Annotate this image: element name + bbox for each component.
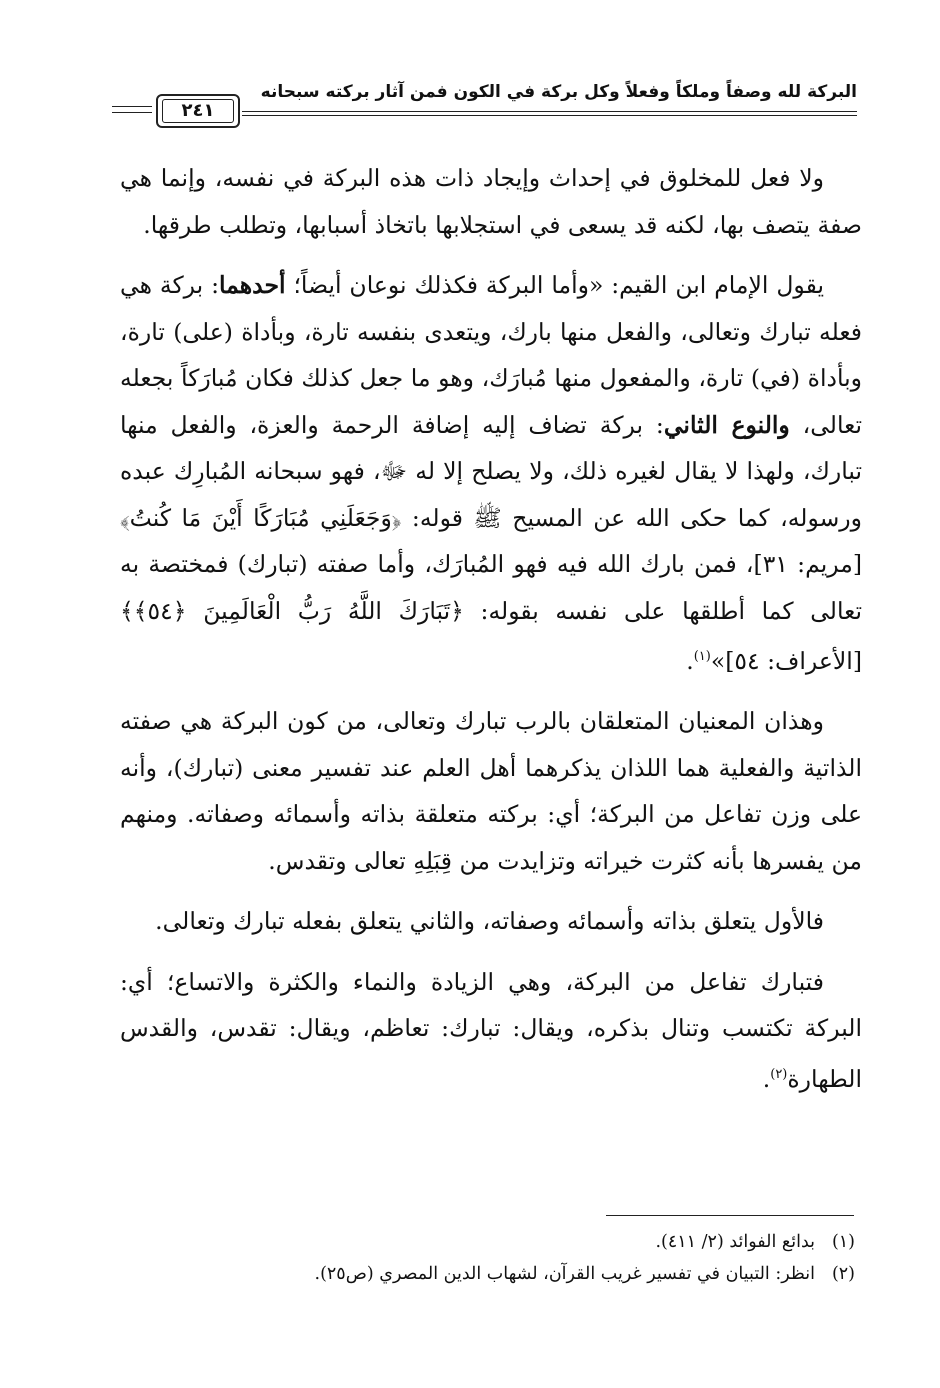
footnote-number: (٢) — [831, 1264, 855, 1284]
paragraph — [120, 898, 862, 945]
footnote — [120, 1226, 855, 1258]
page-number: ٢٤١ — [181, 100, 215, 121]
paragraph — [120, 155, 862, 248]
header-rule-left-top — [112, 106, 152, 107]
footnote-ref: (٢) — [770, 1066, 788, 1082]
main-text — [120, 155, 862, 1116]
paragraph — [120, 262, 862, 684]
text-segment: أحدهما — [219, 271, 286, 299]
text-segment: وهذان المعنيان المتعلقان بالرب تبارك وتعالى، من كون البركة هي صفته الذاتية والفعلية هما اللذان يذكرهما أهل العلم عند تفسير معنى (تبارك)، وأنه على وزن تفاعل من البركة؛ أي: بركته متعلقة بذاته وأسمائه وصفاته. ومنهم من يفسرها بأنه كثرت خيراته وتزايدت من قِبَلِهِ تعالى وتقدس. — [120, 707, 862, 875]
footnote-ref: (١) — [693, 649, 711, 664]
text-segment: . — [762, 1064, 771, 1093]
text-segment: ولا فعل للمخلوق في إحداث وإيجاد ذات هذه البركة في نفسه، وإنما هي صفة يتصف بها، لكنه قد يسعى في استجلابها باتخاذ أسبابها، وتطلب طرقها. — [120, 164, 862, 239]
text-segment: والنوع الثاني — [663, 410, 790, 439]
footnote-text: انظر: التبيان في تفسير غريب القرآن، لشهاب الدين المصري (ص٢٥). — [314, 1264, 815, 1284]
text-segment: : بركة هي فعله تبارك وتعالى، والفعل منها بارك، ويتعدى بنفسه تارة، وبأداة (على) تارة، وبأداة (في) تارة، والمفعول منها مُبارَك، وهو ما جعل كذلك فكان مُبارَكاً بجعله تعالى، — [120, 271, 863, 439]
page-number-frame — [156, 94, 240, 128]
header-rule-top — [242, 111, 857, 112]
running-title: البركة لله وصفاً وملكاً وفعلاً وكل بركة في الكون فمن آثار بركته سبحانه — [260, 82, 857, 102]
text-segment: : بركة تضاف إليه إضافة الرحمة والعزة، والفعل منها تبارك، ولهذا لا يقال لغيره ذلك، ولا يصلح إلا له ﷻ، فهو سبحانه المُبارِك عبده ورسوله، كما حكى الله عن المسيح ﷺ قوله: ﴿وَجَعَلَنِي مُبَارَكًا أَيْنَ مَا كُنتُ﴾ [مريم: ٣١]، فمن بارك الله فيه فهو المُبارَك، وأما صفته (تبارك) فمختصة به تعالى كما أطلقها على نفسه بقوله: ﴿تَبَارَكَ اللَّهُ رَبُّ الْعَالَمِينَ ﴿٥٤﴾﴾ [الأعراف: ٥٤]» — [120, 410, 862, 675]
footnote — [120, 1258, 855, 1290]
text-segment: يقول الإمام ابن القيم: «وأما البركة فكذلك نوعان أيضاً؛ — [285, 271, 824, 299]
header-rule-left-bottom — [112, 112, 152, 113]
paragraph — [120, 959, 862, 1102]
page-header — [112, 82, 857, 132]
footnote-text: بدائع الفوائد (٢/ ٤١١). — [655, 1232, 815, 1252]
text-segment: . — [686, 646, 694, 675]
footnote-number: (١) — [831, 1232, 855, 1252]
text-segment: فالأول يتعلق بذاته وأسمائه وصفاته، والثاني يتعلق بفعله تبارك وتعالى. — [155, 907, 824, 936]
footnotes — [120, 1226, 855, 1290]
paragraph — [120, 698, 862, 884]
text-segment: فتبارك تفاعل من البركة، وهي الزيادة والنماء والكثرة والاتساع؛ أي: البركة تكتسب وتنال بذكره، ويقال: تبارك: تعاظم، ويقال: تقدس، والقدس الطهارة — [120, 967, 862, 1093]
header-rule-bottom — [242, 115, 857, 116]
footnote-separator — [606, 1215, 854, 1216]
